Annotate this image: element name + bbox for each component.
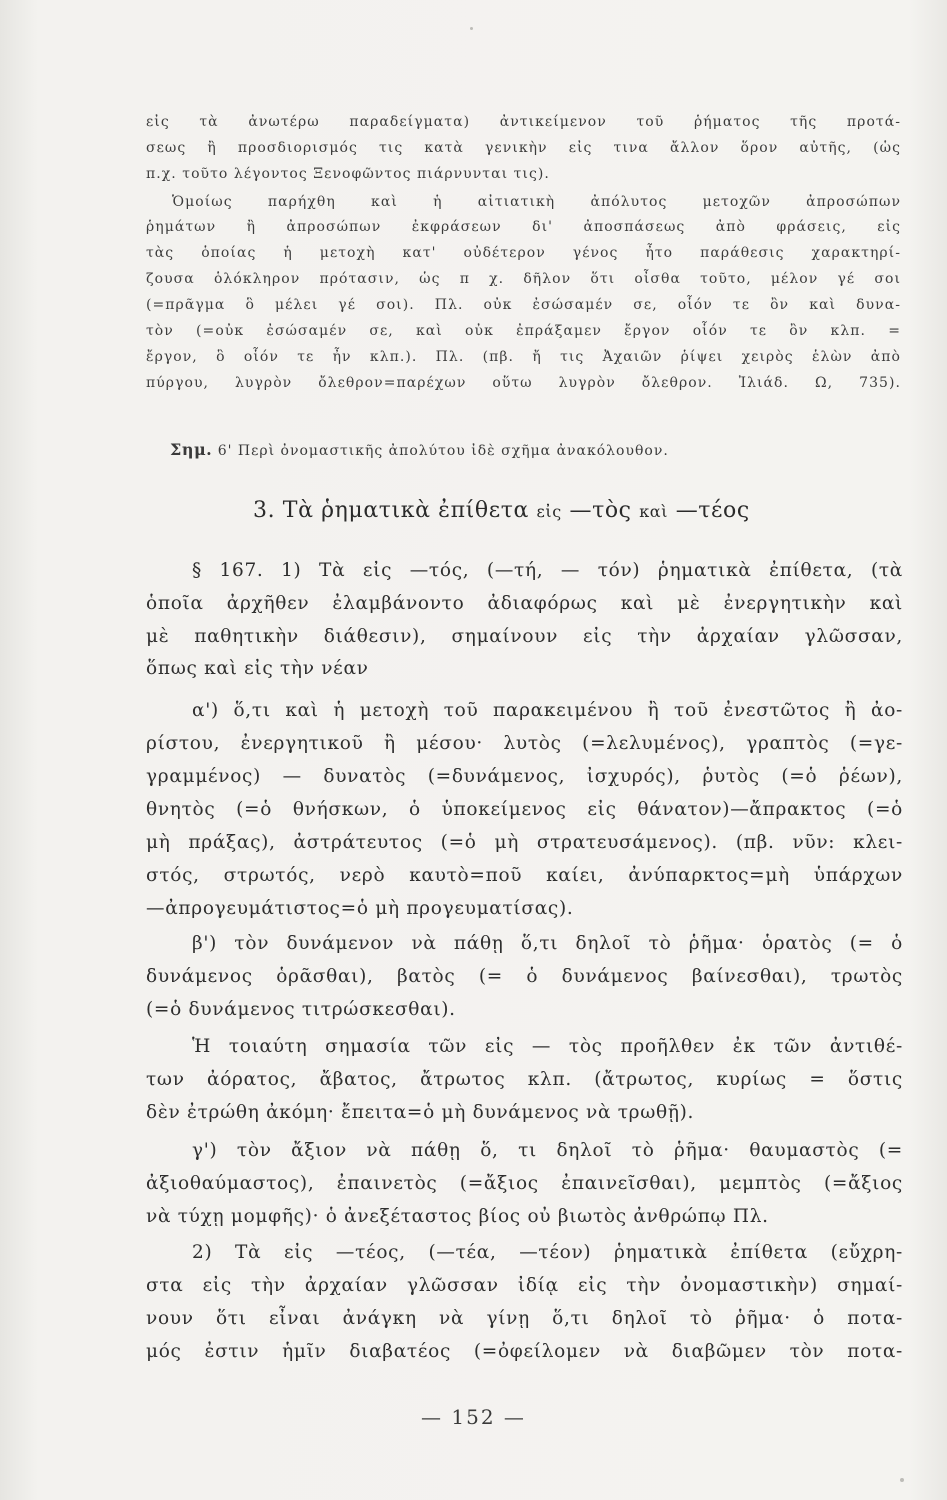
page-number: — 152 — xyxy=(421,1405,526,1429)
text-line: ρίστου, ἐνεργητικοῦ ἢ μέσου· λυτὸς (=λελυμένος), γραπτὸς (=γε- xyxy=(146,733,903,754)
text-line: Ἡ τοιαύτη σημασία τῶν εἰς — τὸς προῆλθεν ἐκ τῶν ἀντιθέ- xyxy=(192,1036,903,1057)
text-line: στα εἰς τὴν ἀρχαίαν γλῶσσαν ἰδίᾳ εἰς τὴν ὀνομαστικὴν) σημαί- xyxy=(146,1275,903,1296)
text-line: δυνάμενος ὁρᾶσθαι), βατὸς (= ὁ δυνάμενος βαίνεσθαι), τρωτὸς xyxy=(146,966,903,987)
text-line: εἰς τὰ ἀνωτέρω παραδείγματα) ἀντικείμενον τοῦ ῥήματος τῆς προτά- xyxy=(146,114,901,130)
text-line: στός, στρωτός, νερὸ καυτὸ=ποῦ καίει, ἀνύπαρκτος=μὴ ὑπάρχων xyxy=(146,865,903,886)
heading-suffix: —τέος xyxy=(675,498,750,523)
text-line: ἔργον, ὃ οἷόν τε ἦν κλπ.). Πλ. (πβ. ἤ τις Ἀχαιῶν ῥίψει χειρὸς ἑλὼν ἀπὸ xyxy=(146,349,901,365)
text-line: ζουσα ὁλόκληρον πρότασιν, ὡς π χ. δῆλον ὅτι οἶσθα τοῦτο, μέλον γέ σοι xyxy=(146,271,901,287)
note-label: Σημ. xyxy=(170,440,213,459)
text-line: § 167. 1) Τὰ εἰς —τός, (—τή, — τόν) ῥηματικὰ ἐπίθετα, (τὰ xyxy=(192,560,903,581)
text-line: μός ἐστιν ἡμῖν διαβατέος (=ὀφείλομεν νὰ διαβῶμεν τὸν ποτα- xyxy=(146,1341,903,1362)
section-number: 3. xyxy=(253,498,276,523)
text-line: νουν ὅτι εἶναι ἀνάγκη νὰ γίνῃ ὅ,τι δηλοῖ τὸ ῥῆμα· ὁ ποτα- xyxy=(146,1308,903,1329)
text-line: νὰ τύχῃ μομφῆς)· ὁ ἀνεξέταστος βίος οὐ βιωτὸς ἀνθρώπῳ Πλ. xyxy=(146,1206,769,1227)
text-line: ὁποῖα ἀρχῆθεν ἐλαμβάνοντο ἀδιαφόρως καὶ μὲ ἐνεργητικὴν καὶ xyxy=(146,593,903,614)
text-line: μὴ πράξας), ἀστράτευτος (=ὁ μὴ στρατευσάμενος). (πβ. νῦν: κλει- xyxy=(146,832,903,853)
heading-word: εἰς xyxy=(536,502,562,521)
text-line: σεως ἢ προσδιορισμός τις κατὰ γενικὴν εἰς τινα ἄλλον ὅρον αὐτῆς, (ὡς xyxy=(146,140,901,156)
section-title: Τὰ ῥηματικὰ ἐπίθετα xyxy=(282,498,529,523)
text-line: θνητὸς (=ὁ θνήσκων, ὁ ὑποκείμενος εἰς θάνατον)—ἄπρακτος (=ὁ xyxy=(146,799,903,820)
text-line: ὅπως καὶ εἰς τὴν νέαν xyxy=(146,658,369,679)
text-line: α') ὅ,τι καὶ ἡ μετοχὴ τοῦ παρακειμένου ἢ τοῦ ἐνεστῶτος ἢ ἀο- xyxy=(192,700,903,721)
text-line: γ') τὸν ἄξιον νὰ πάθῃ ὅ, τι δηλοῖ τὸ ῥῆμα· θαυμαστὸς (= xyxy=(192,1140,903,1161)
text-line: (=πρᾶγμα ὃ μέλει γέ σοι). Πλ. οὐκ ἐσώσαμέν σε, οἷόν τε ὂν καὶ δυνα- xyxy=(146,297,901,313)
text-line: δὲν ἐτρώθη ἀκόμη· ἔπειτα=ὁ μὴ δυνάμενος νὰ τρωθῇ). xyxy=(146,1102,695,1123)
footnote xyxy=(170,440,669,459)
text-line: γραμμένος) — δυνατὸς (=δυνάμενος, ἰσχυρός), ῥυτὸς (=ὁ ῥέων), xyxy=(146,766,903,787)
heading-suffix: —τὸς xyxy=(569,498,632,523)
text-line: Ὁμοίως παρήχθη καὶ ἡ αἰτιατικὴ ἀπόλυτος μετοχῶν ἀπροσώπων xyxy=(172,194,901,210)
text-line: πύργου, λυγρὸν ὄλεθρον=παρέχων οὕτω λυγρὸν ὄλεθρον. Ἰλιάδ. Ω, 735). xyxy=(146,375,901,391)
text-line: ῥημάτων ἢ ἀπροσώπων ἐκφράσεων δι' ἀποσπάσεως ἀπὸ φράσεις, εἰς xyxy=(146,219,901,235)
text-line: —ἀπρογευμάτιστος=ὁ μὴ προγευματίσας). xyxy=(146,898,574,919)
text-line: τὸν (=οὐκ ἐσώσαμέν σε, καὶ οὐκ ἐπράξαμεν ἔργον οἷόν τε ὂν κλπ. = xyxy=(146,323,901,339)
text-line: ἀξιοθαύμαστος), ἐπαινετὸς (=ἄξιος ἐπαινεῖσθαι), μεμπτὸς (=ἄξιος xyxy=(146,1173,903,1194)
text-line: π.χ. τοῦτο λέγοντος Ξενοφῶντος πιάρνυνται τις). xyxy=(146,166,550,182)
heading-word: καὶ xyxy=(639,502,669,521)
text-line: 2) Τὰ εἰς —τέος, (—τέα, —τέον) ῥηματικὰ ἐπίθετα (εὔχρη- xyxy=(192,1242,903,1263)
paper-speck xyxy=(470,27,473,30)
text-line: β') τὸν δυνάμενον νὰ πάθῃ ὅ,τι δηλοῖ τὸ ῥῆμα· ὁρατὸς (= ὁ xyxy=(192,933,903,954)
text-line: των ἀόρατος, ἄβατος, ἄτρωτος κλπ. (ἄτρωτος, κυρίως = ὅστις xyxy=(146,1069,903,1090)
text-line: (=ὁ δυνάμενος τιτρώσκεσθαι). xyxy=(146,999,456,1020)
text-line: μὲ παθητικὴν διάθεσιν), σημαίνουν εἰς τὴν ἀρχαίαν γλῶσσαν, xyxy=(146,626,903,647)
paper-speck xyxy=(900,1478,904,1482)
note-text: 6' Περὶ ὀνομαστικῆς ἀπολύτου ἰδὲ σχῆμα ἀνακόλουθον. xyxy=(217,443,669,459)
section-heading xyxy=(253,498,750,523)
text-line: τὰς ὁποίας ἡ μετοχὴ κατ' οὐδέτερον γένος ἦτο παράθεσις χαρακτηρί- xyxy=(146,245,901,261)
